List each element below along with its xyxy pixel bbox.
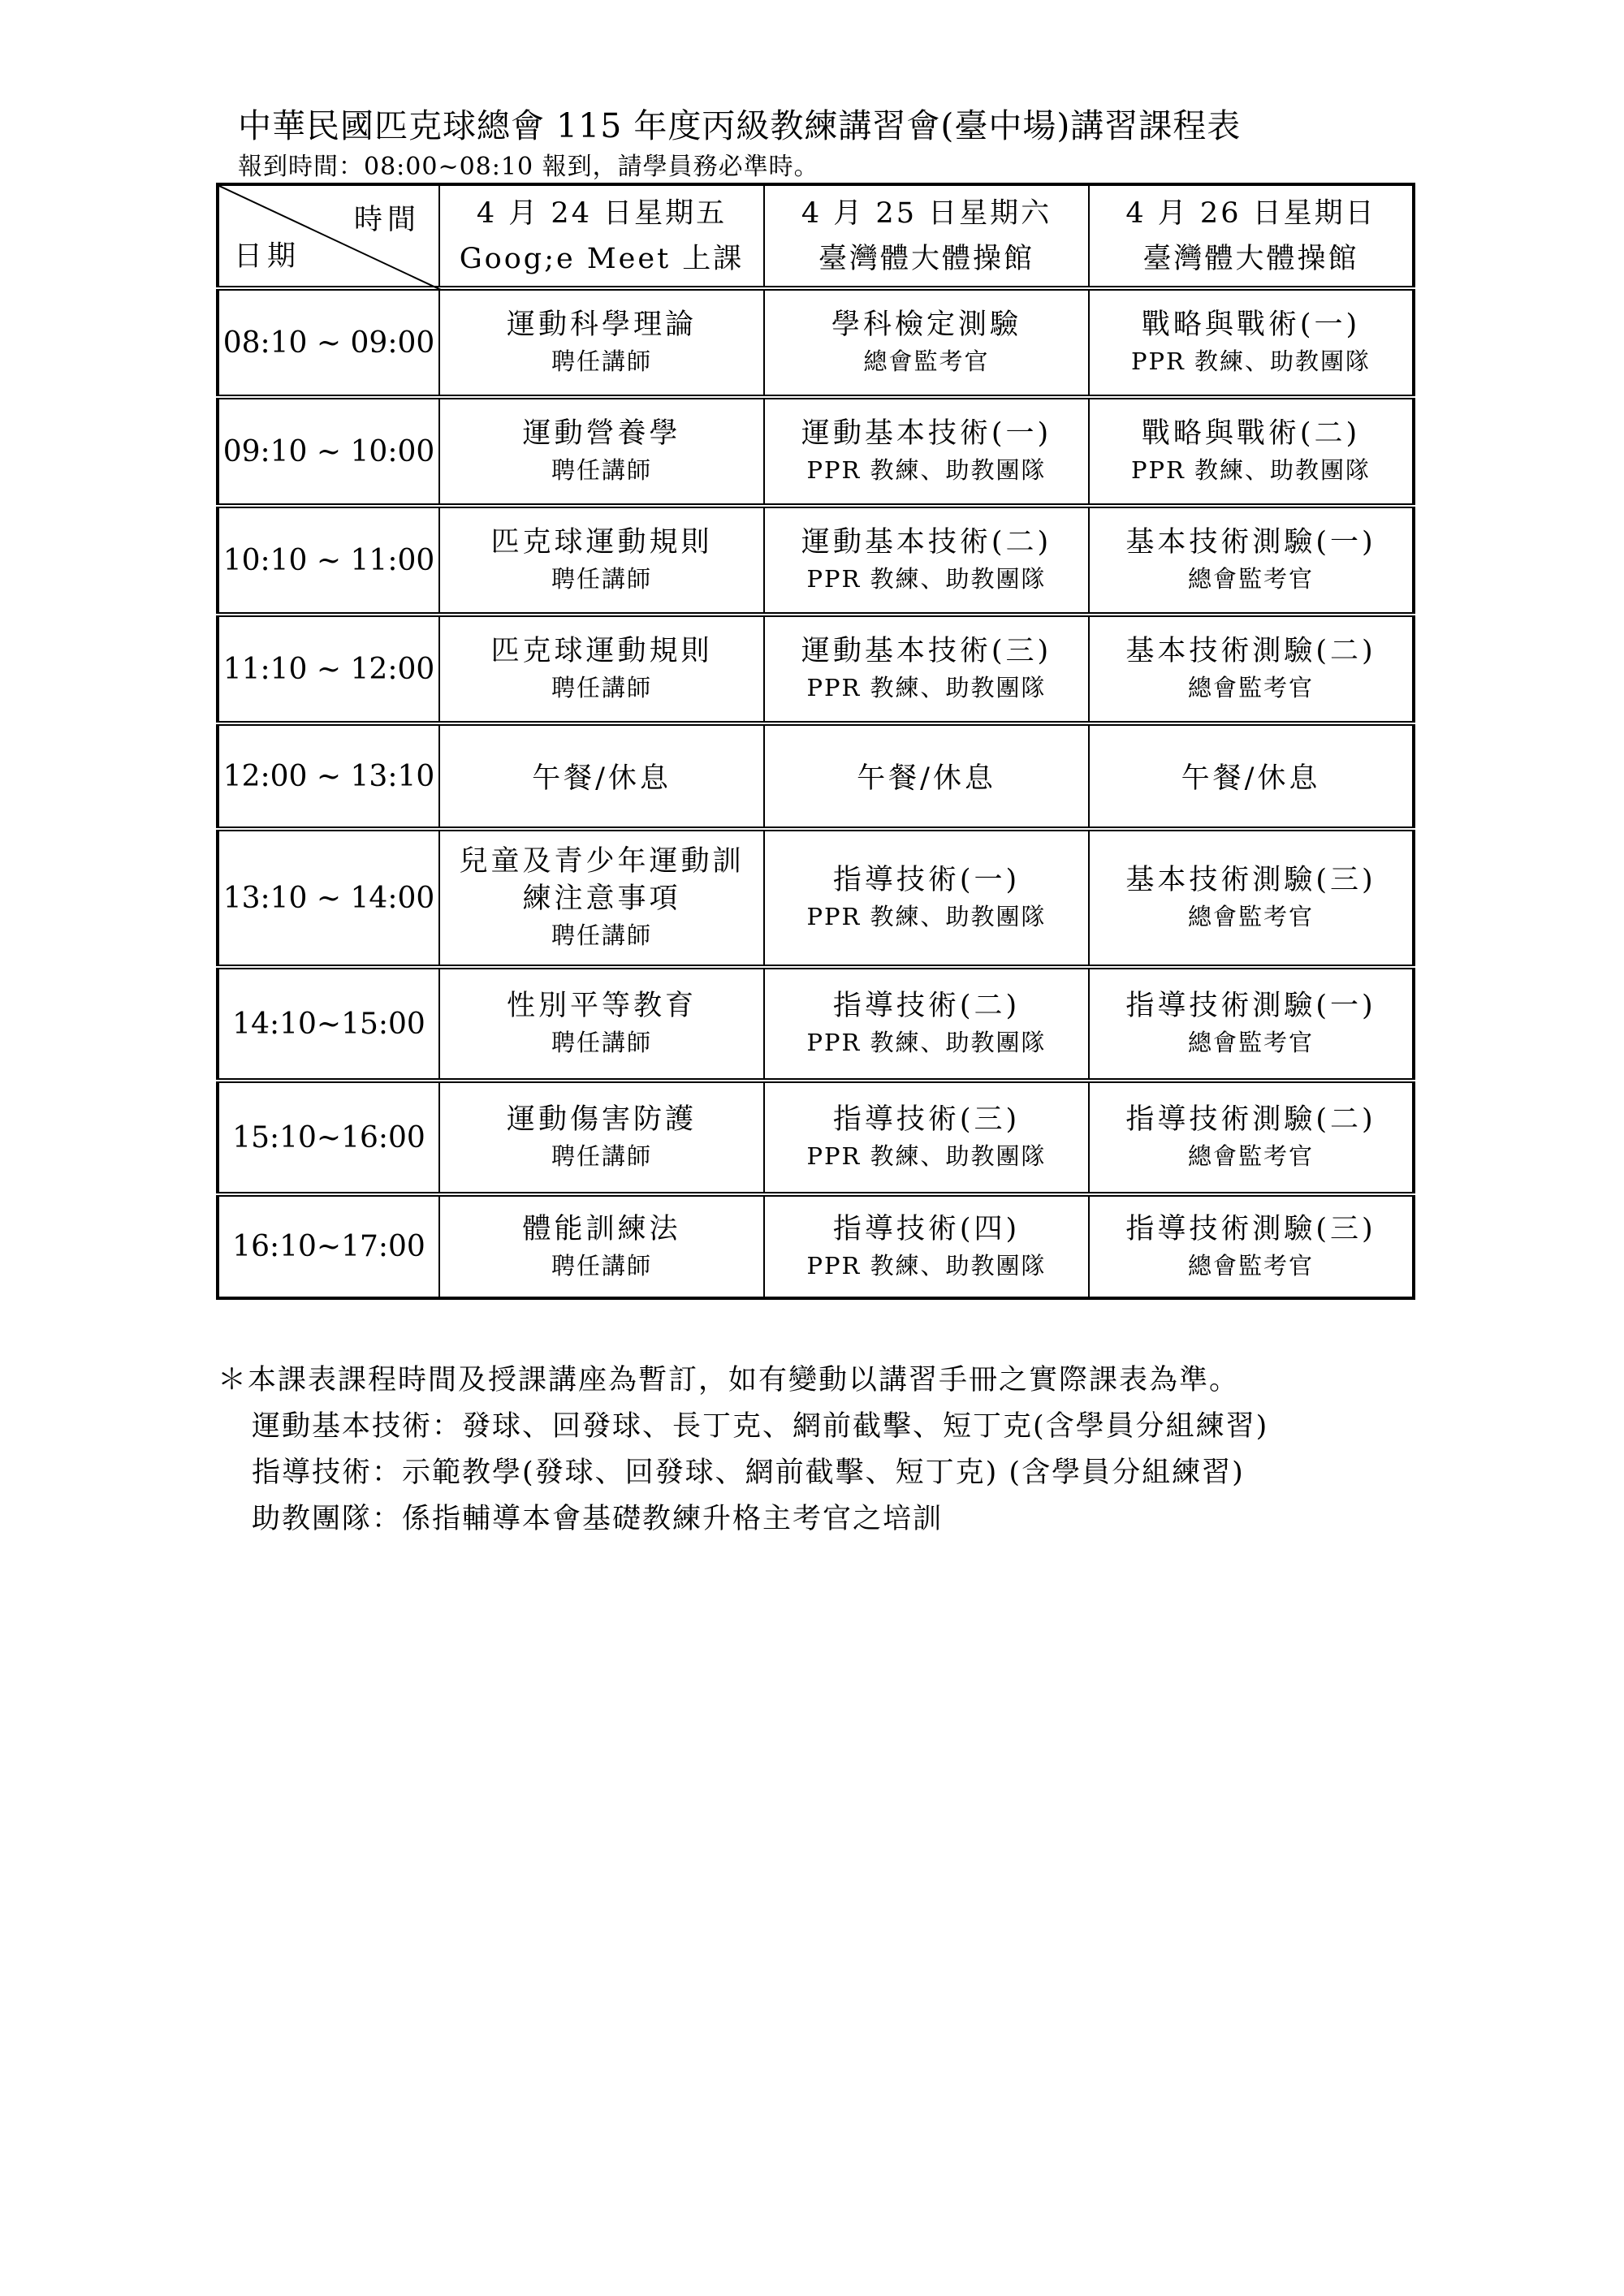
course-cell [1089,288,1414,397]
instructor: PPR 教練、助教團隊 [1130,456,1371,484]
time-slot: 10:10 ~ 11:00 [218,506,439,615]
day-venue: 臺灣體大體操館 [1142,242,1359,275]
course-cell [439,397,764,506]
course-name-line: 兒童及青少年運動訓 [459,845,745,878]
check-in-note: 報到時間：08:00~08:10 報到，請學員務必準時。 [238,153,819,181]
course-name: 指導技術(一) [832,864,1021,896]
instructor: PPR 教練、助教團隊 [806,903,1047,930]
instructor: 聘任講師 [551,1251,652,1280]
time-slot: 13:10 ~ 14:00 [218,829,439,967]
instructor: PPR 教練、助教團隊 [1130,347,1371,375]
instructor: 聘任講師 [551,565,652,593]
day-header-3 [1089,184,1414,288]
course-cell [764,1081,1089,1194]
course-cell [1089,829,1414,967]
lunch-break: 午餐/休息 [439,723,764,829]
day-header-1 [439,184,764,288]
course-cell [1089,397,1414,506]
course-name: 運動營養學 [522,417,681,450]
instructor: 總會監考官 [863,347,990,375]
footnote-assistant-team: 助教團隊：係指輔導本會基礎教練升格主考官之培訓 [252,1503,944,1535]
instructor: PPR 教練、助教團隊 [806,674,1047,701]
course-cell [764,967,1089,1081]
course-name: 基本技術測驗(一) [1125,526,1376,559]
day-venue: 臺灣體大體操館 [818,242,1034,275]
instructor: 總會監考官 [1187,1029,1314,1056]
day-date: 4 月 24 日星期五 [476,196,728,230]
course-name: 運動傷害防護 [506,1103,697,1136]
course-cell [1089,506,1414,615]
course-name: 指導技術(三) [832,1103,1021,1136]
table-row [218,1081,1414,1194]
course-cell [764,397,1089,506]
course-name: 性別平等教育 [506,990,697,1022]
header-corner-cell [218,184,439,288]
time-slot: 16:10~17:00 [218,1194,439,1298]
instructor: 聘任講師 [551,347,652,375]
course-name: 戰略與戰術(二) [1141,417,1361,450]
instructor: 總會監考官 [1187,903,1314,930]
footnote-disclaimer: ＊本課表課程時間及授課講座為暫訂，如有變動以講習手冊之實際課表為準。 [218,1364,1240,1396]
instructor: PPR 教練、助教團隊 [806,565,1047,593]
course-name: 戰略與戰術(一) [1141,309,1361,341]
instructor: PPR 教練、助教團隊 [806,1142,1047,1170]
course-name: 指導技術測驗(一) [1125,990,1376,1022]
schedule-table [216,183,1415,1300]
time-slot: 14:10~15:00 [218,967,439,1081]
time-header-label: 時間 [353,204,421,236]
date-header-label: 日期 [234,240,301,273]
time-slot: 08:10 ~ 09:00 [218,288,439,397]
course-name: 體能訓練法 [522,1212,681,1245]
instructor: PPR 教練、助教團隊 [806,1251,1047,1280]
table-row [218,615,1414,723]
course-cell [1089,967,1414,1081]
day-date: 4 月 26 日星期日 [1125,196,1376,230]
course-cell [764,615,1089,723]
instructor: 聘任講師 [551,1142,652,1170]
table-row [218,397,1414,506]
course-cell [764,1194,1089,1298]
instructor: 聘任講師 [551,921,652,949]
course-name: 匹克球運動規則 [490,635,713,667]
time-slot: 09:10 ~ 10:00 [218,397,439,506]
instructor: 總會監考官 [1187,1251,1314,1280]
table-row [218,1194,1414,1298]
instructor: 總會監考官 [1187,565,1314,593]
time-slot: 12:00 ~ 13:10 [218,723,439,829]
instructor: 總會監考官 [1187,1142,1314,1170]
table-row [218,967,1414,1081]
course-name: 指導技術測驗(三) [1125,1212,1376,1245]
instructor: PPR 教練、助教團隊 [806,1029,1047,1056]
course-cell [439,288,764,397]
course-cell [764,829,1089,967]
course-name: 運動基本技術(三) [801,635,1052,667]
footnote-basic-skills: 運動基本技術：發球、回發球、長丁克、網前截擊、短丁克(含學員分組練習) [252,1410,1269,1443]
time-slot: 11:10 ~ 12:00 [218,615,439,723]
course-cell [1089,1081,1414,1194]
page-title: 中華民國匹克球總會 115 年度丙級教練講習會(臺中場)講習課程表 [238,106,1242,145]
course-name: 運動科學理論 [506,309,697,341]
instructor: PPR 教練、助教團隊 [806,456,1047,484]
course-cell [1089,1194,1414,1298]
day-venue: Goog;e Meet 上課 [459,242,745,275]
table-row [218,829,1414,967]
instructor: 聘任講師 [551,674,652,701]
course-name: 指導技術測驗(二) [1125,1103,1376,1136]
course-cell [439,829,764,967]
course-name: 匹克球運動規則 [490,526,713,559]
header-row [218,184,1414,288]
course-name: 基本技術測驗(三) [1125,864,1376,896]
course-name: 運動基本技術(二) [801,526,1052,559]
day-header-2 [764,184,1089,288]
footnotes [218,1357,1268,1543]
course-cell [1089,615,1414,723]
table-row [218,506,1414,615]
course-cell [439,1081,764,1194]
lunch-break: 午餐/休息 [1089,723,1414,829]
table-row [218,288,1414,397]
course-cell [439,967,764,1081]
course-name: 基本技術測驗(二) [1125,635,1376,667]
course-cell [439,506,764,615]
footnote-coaching-skills: 指導技術：示範教學(發球、回發球、網前截擊、短丁克) (含學員分組練習) [252,1457,1245,1489]
day-date: 4 月 25 日星期六 [801,196,1052,230]
course-cell [764,288,1089,397]
course-name-line: 練注意事項 [522,883,681,915]
lunch-break: 午餐/休息 [764,723,1089,829]
course-name: 指導技術(四) [832,1212,1021,1245]
course-name: 指導技術(二) [832,990,1021,1022]
course-name: 運動基本技術(一) [801,417,1052,450]
time-slot: 15:10~16:00 [218,1081,439,1194]
course-name: 學科檢定測驗 [831,309,1021,341]
course-cell [439,1194,764,1298]
instructor: 聘任講師 [551,456,652,484]
instructor: 總會監考官 [1187,674,1314,701]
instructor: 聘任講師 [551,1029,652,1056]
lunch-row [218,723,1414,829]
course-cell [439,615,764,723]
course-cell [764,506,1089,615]
